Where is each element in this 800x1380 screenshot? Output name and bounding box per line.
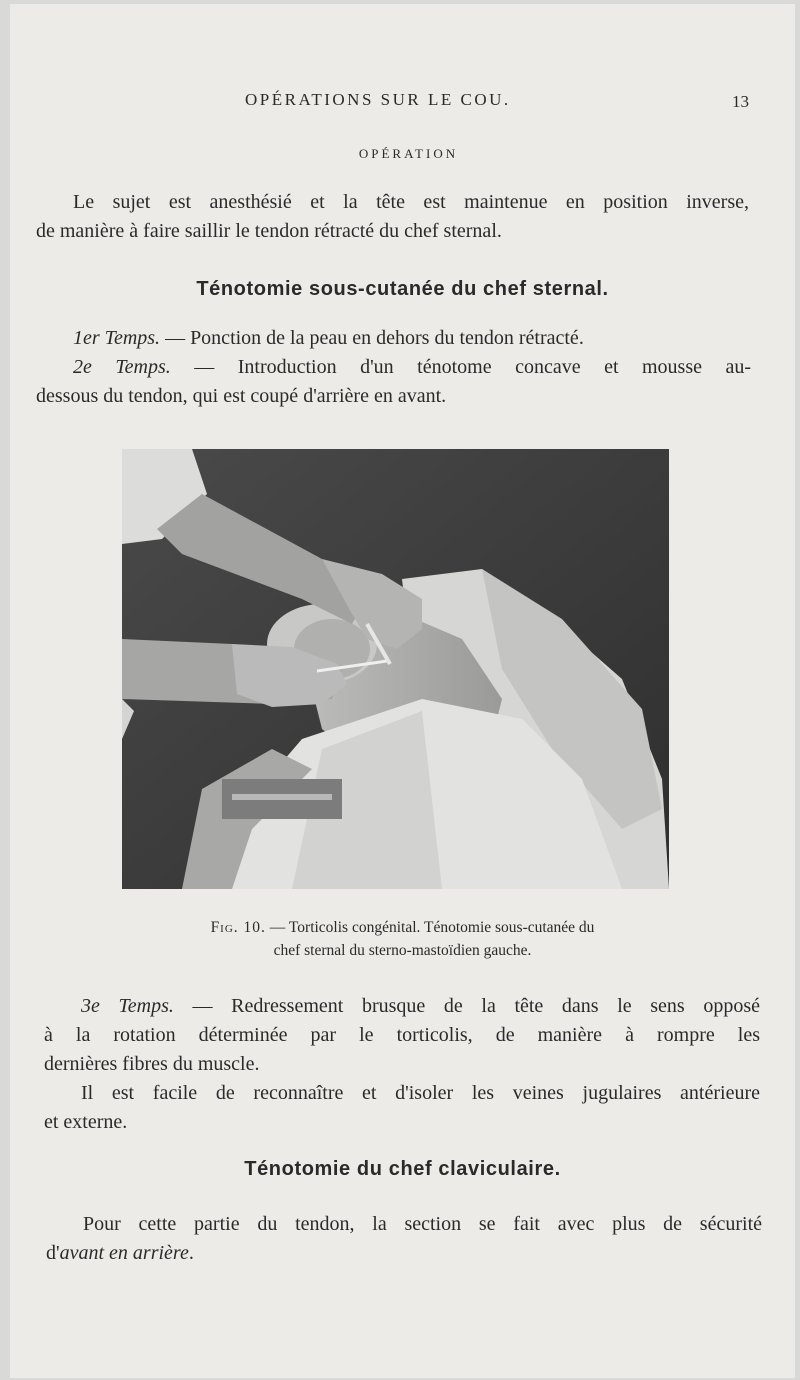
caption-text-1: — Torticolis congénital. Ténotomie sous-cutanée du xyxy=(269,919,595,936)
surgery-photograph xyxy=(122,449,669,889)
step-2-paragraph xyxy=(36,353,751,411)
final-line-2-suffix: . xyxy=(188,1242,194,1264)
intro-line-2: de manière à faire saillir le tendon rétracté du chef sternal. xyxy=(36,220,502,242)
step-3-line-3: dernières fibres du muscle. xyxy=(44,1053,260,1075)
step-3-line-2: à la rotation déterminée par le torticolis, de manière à rompre les xyxy=(44,1024,760,1046)
section-label: OPÉRATION xyxy=(358,146,459,161)
intro-line-1: Le sujet est anesthésié et la tête est maintenue en position inverse, xyxy=(73,191,749,213)
caption-line-2: chef sternal du sterno-mastoïdien gauche. xyxy=(273,942,532,959)
final-paragraph xyxy=(46,1210,762,1268)
step-1-text: — Ponction de la peau en dehors du tendon rétracté. xyxy=(165,327,584,349)
step-2-text-1: — Introduction d'un ténotome concave et mousse au- xyxy=(194,356,752,378)
final-line-2 xyxy=(46,1239,762,1268)
intro-paragraph xyxy=(36,188,749,246)
caption-prefix: Fig. 10. xyxy=(210,919,266,936)
step-3-paragraph xyxy=(44,992,760,1079)
step-2-line-2: dessous du tendon, qui est coupé d'arrière en avant. xyxy=(36,385,447,407)
step-2-label: 2e Temps. xyxy=(73,356,171,378)
heading-clavicular: Ténotomie du chef claviculaire. xyxy=(244,1158,561,1180)
step-2-line-1 xyxy=(36,353,751,382)
veins-paragraph xyxy=(44,1079,760,1137)
veins-line-2: et externe. xyxy=(44,1111,128,1133)
veins-line-1: Il est facile de reconnaître et d'isoler les veines jugulaires antérieure xyxy=(81,1082,760,1104)
step-1-label: 1er Temps. xyxy=(73,327,161,349)
figure-caption xyxy=(10,916,795,962)
page-number: 13 xyxy=(732,92,749,111)
caption-line-1 xyxy=(10,916,795,939)
step-3-label: 3e Temps. xyxy=(81,995,174,1017)
final-line-2-italic: avant en arrière xyxy=(59,1242,189,1264)
surgery-photo-illustration xyxy=(122,449,669,889)
step-1-paragraph xyxy=(36,324,751,353)
running-title: OPÉRATIONS SUR LE COU. xyxy=(245,90,511,109)
heading-sternal: Ténotomie sous-cutanée du chef sternal. xyxy=(196,278,609,300)
final-line-2-prefix: d' xyxy=(46,1242,60,1264)
step-3-text-1: — Redressement brusque de la tête dans le sens opposé xyxy=(192,995,760,1017)
final-line-1: Pour cette partie du tendon, la section se fait avec plus de sécurité xyxy=(83,1213,762,1235)
step-1-line xyxy=(36,324,751,353)
book-page xyxy=(10,4,795,1378)
step-3-line-1 xyxy=(44,992,760,1021)
